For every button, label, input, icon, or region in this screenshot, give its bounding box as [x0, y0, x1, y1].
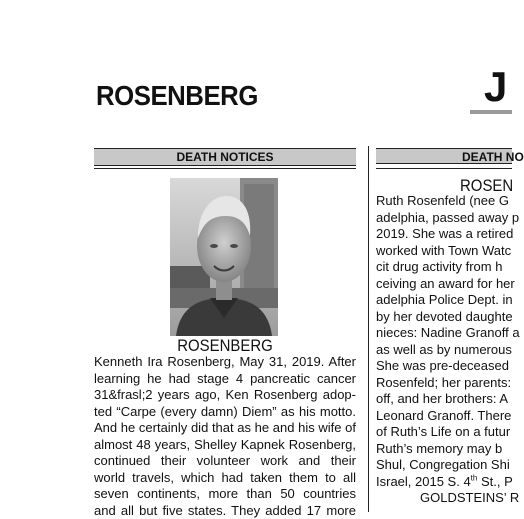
address-start: Israel, 2015 S. 4 — [376, 474, 471, 489]
text-line: Shul, Congregation Shi — [376, 457, 512, 474]
text-line: 31&frasl;2 years ago, Ken Rosenberg adop- — [94, 387, 356, 404]
text-line: Leonard Granoff. There — [376, 408, 512, 425]
photo-caption: ROSENBERG — [110, 336, 341, 355]
text-line: off, and her brothers: A — [376, 391, 512, 408]
text-line: ceiving an award for her — [376, 276, 512, 293]
text-line: world travels, which had taken them to all — [94, 470, 356, 487]
title-rule — [470, 110, 512, 114]
right-name-fragment: ROSEN — [460, 176, 513, 195]
text-line: adelphia Police Dept. in — [376, 292, 512, 309]
text-line: She was pre-deceased — [376, 358, 512, 375]
header-underline — [94, 168, 356, 169]
text-line: worked with Town Watc — [376, 243, 512, 260]
text-line: continued their volunteer work and their — [94, 453, 356, 470]
text-line: as well as by numerous — [376, 342, 512, 359]
header-underline-right — [376, 168, 512, 169]
text-line: learning he had stage 4 pancreatic cancer — [94, 371, 356, 388]
death-notices-header-right: DEATH NO — [376, 148, 512, 164]
address-line — [376, 474, 512, 491]
text-line: Ruth’s memory may b — [376, 441, 512, 458]
text-line: And he certainly did that as he and his wife of — [94, 420, 356, 437]
text-line: almost 48 years, Shelley Kapnek Rosenberg, — [94, 437, 356, 454]
page-title: ROSENBERG — [96, 82, 258, 110]
text-line: seven continents, more than 50 countries — [94, 486, 356, 503]
text-line: and all but five states. They added 17 more — [94, 503, 356, 519]
right-title-fragment: J — [484, 66, 507, 108]
text-line: Ruth Rosenfeld (nee G — [376, 193, 512, 210]
text-line: cit drug activity from h — [376, 259, 512, 276]
address-ordinal: th — [471, 473, 478, 482]
text-line: ted “Carpe (every damn) Diem” as his motto. — [94, 404, 356, 421]
obituary-text-right — [376, 193, 512, 507]
text-line: Rosenfeld; her parents: — [376, 375, 512, 392]
text-line: adelphia, passed away p — [376, 210, 512, 227]
address-tail: St., P — [477, 474, 512, 489]
text-line: 2019. She was a retired — [376, 226, 512, 243]
text-line: Kenneth Ira Rosenberg, May 31, 2019. After — [94, 354, 356, 371]
column-divider — [368, 146, 369, 512]
text-line: nieces: Nadine Granoff a — [376, 325, 512, 342]
text-line: of Ruth’s Life on a futur — [376, 424, 512, 441]
text-line: by her devoted daughte — [376, 309, 512, 326]
death-notices-header: DEATH NOTICES — [94, 148, 356, 166]
obituary-text — [94, 354, 356, 519]
funeral-home-line: GOLDSTEINS’ R — [376, 490, 512, 507]
portrait-photo — [170, 178, 278, 336]
